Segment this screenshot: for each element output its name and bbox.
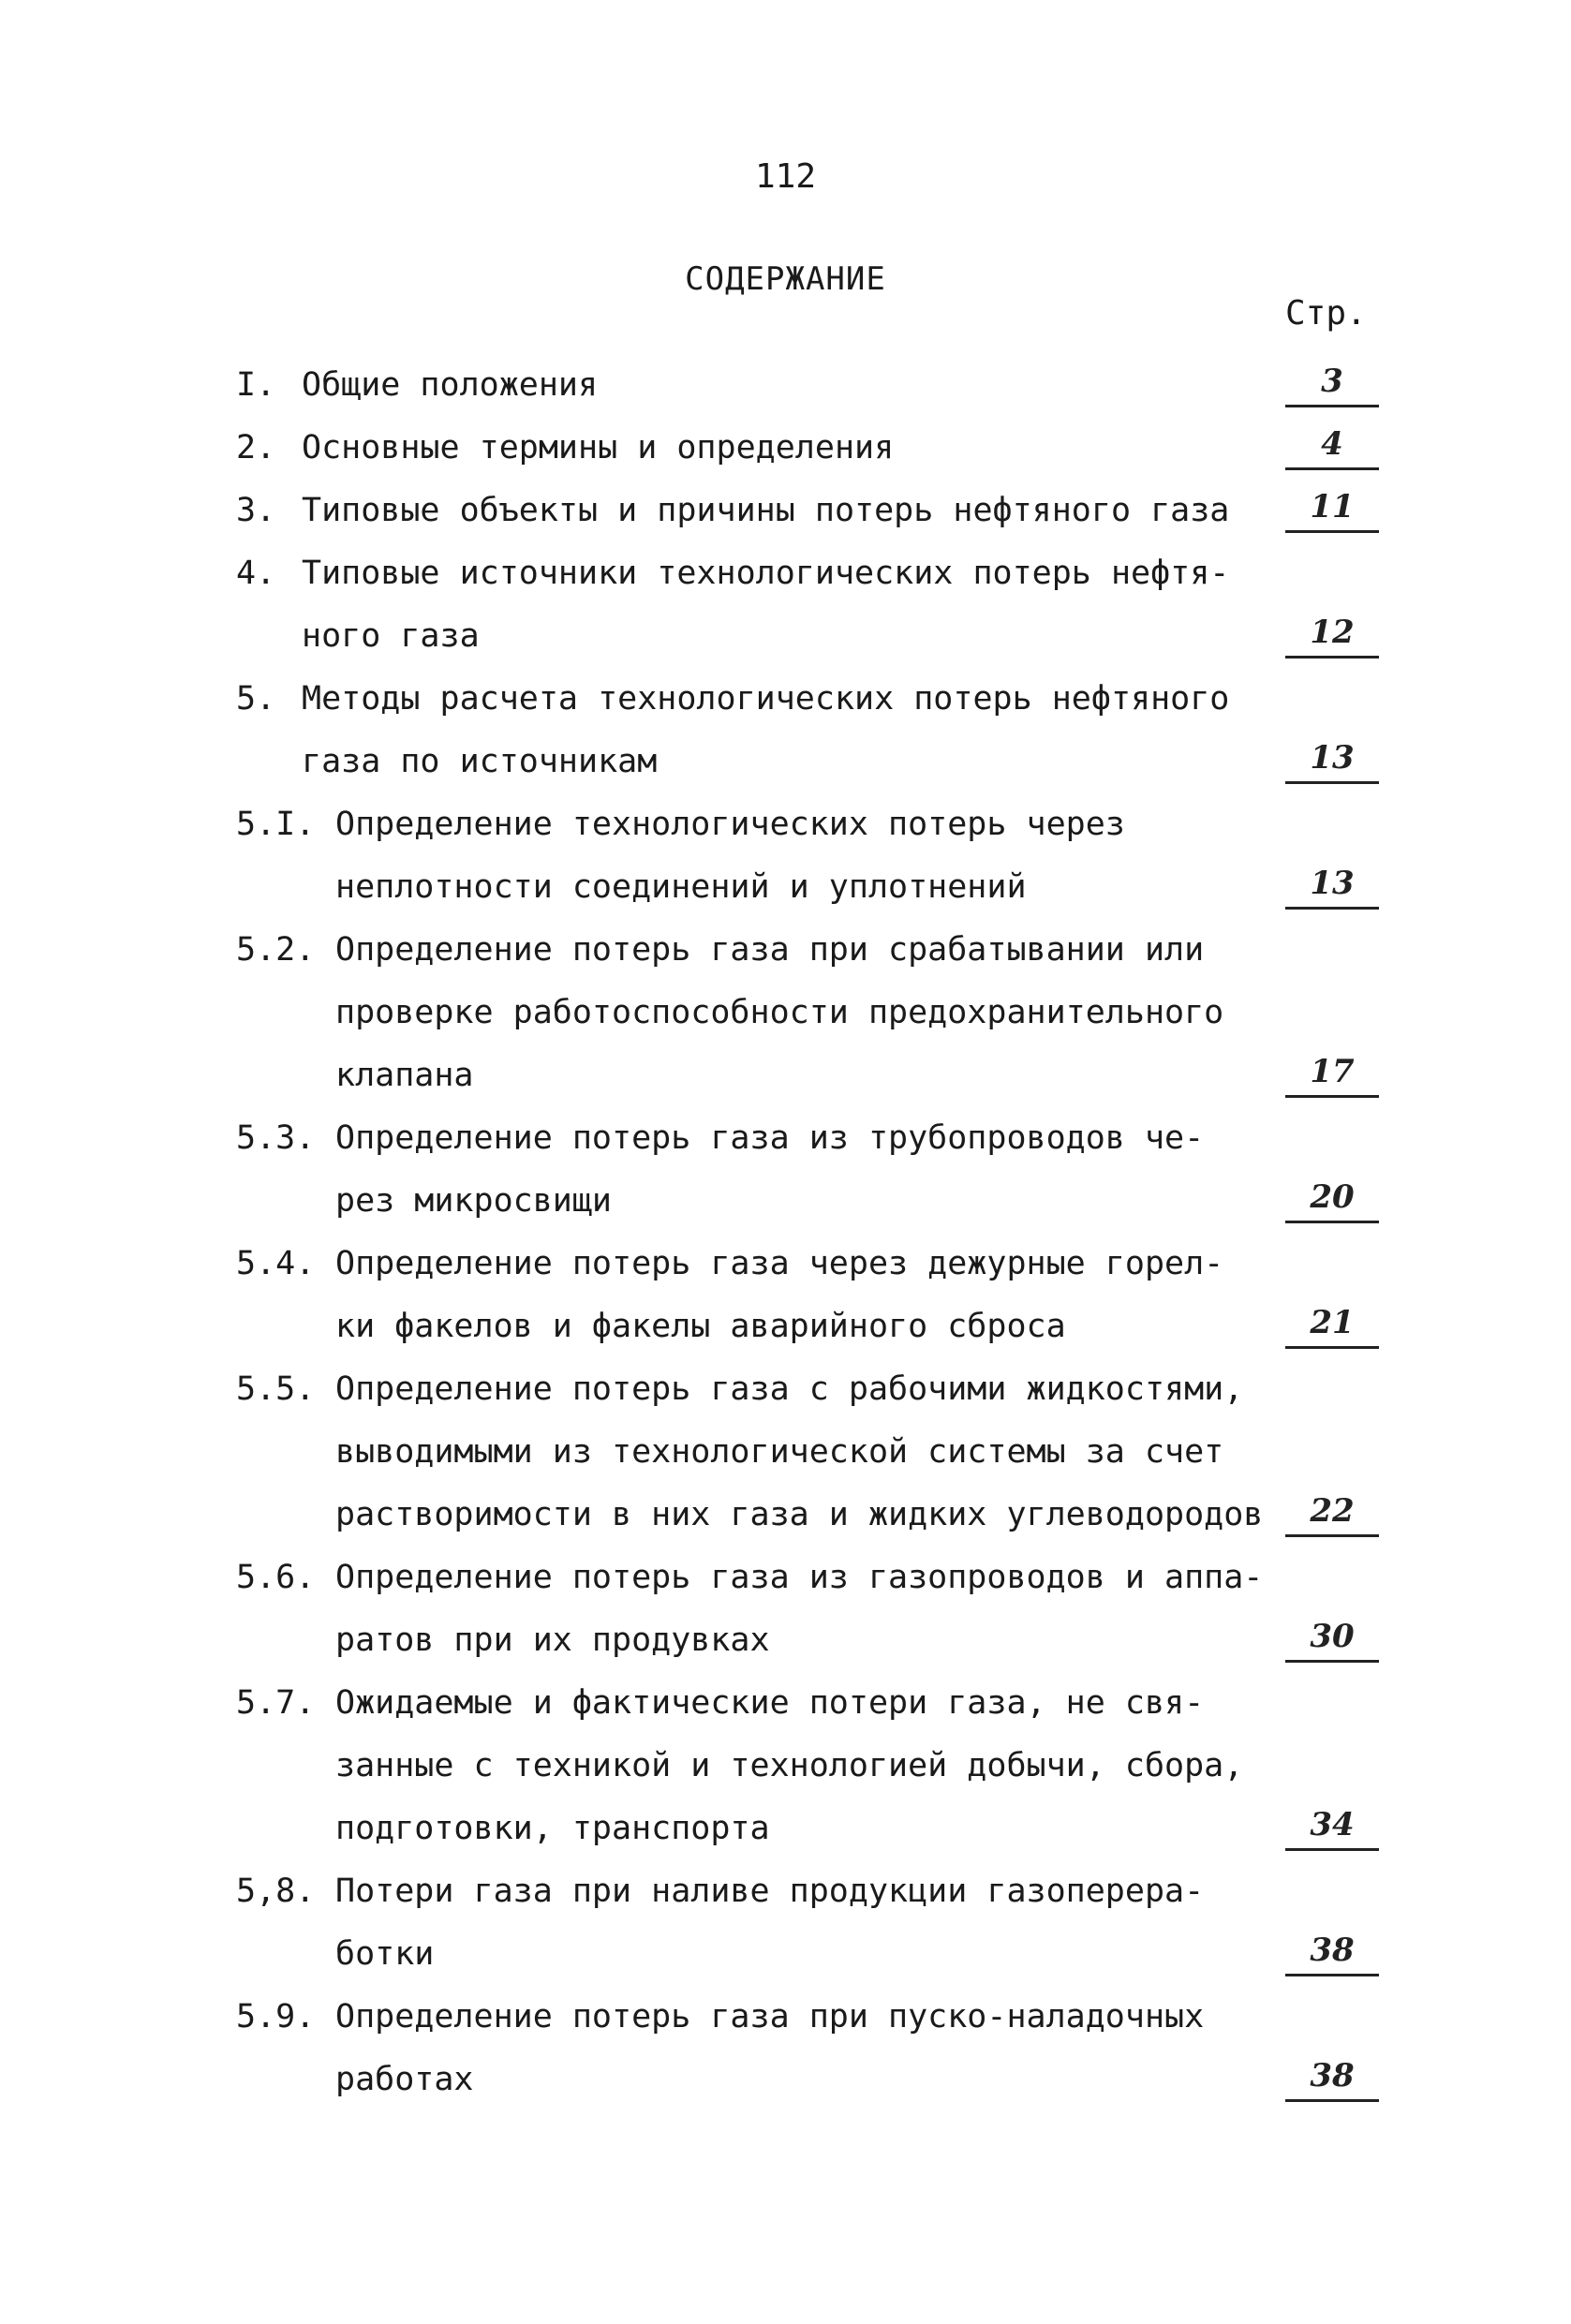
toc-entry-page-ref: 17 <box>1285 1048 1379 1098</box>
page-number: 112 <box>754 157 817 196</box>
toc-entry-title-line: Методы расчета технологических потерь нефтяного <box>302 680 1230 718</box>
toc-entry-title-line: Определение технологических потерь через <box>335 806 1125 843</box>
table-of-contents <box>236 354 1379 2111</box>
toc-entry-page-ref: 22 <box>1285 1488 1379 1537</box>
toc-entry-number: 5.9. <box>236 1998 316 2035</box>
toc-entry-title-line: Определение потерь газа из трубопроводов че- <box>335 1119 1205 1157</box>
toc-entry-title-line: неплотности соединений и уплотнений <box>335 868 1027 906</box>
toc-entry <box>236 417 1379 480</box>
toc-entry-page-ref: 30 <box>1285 1613 1379 1663</box>
toc-entry <box>236 354 1379 417</box>
toc-entry-title-line: ботки <box>335 1935 435 1973</box>
toc-entry <box>236 1547 1379 1672</box>
toc-entry <box>236 1233 1379 1358</box>
toc-entry-number: 5.2. <box>236 931 316 969</box>
toc-entry-page-ref: 13 <box>1285 734 1379 784</box>
toc-entry <box>236 1358 1379 1547</box>
toc-entry-title-line: Общие положения <box>302 366 599 404</box>
toc-entry-title-line: Определение потерь газа при срабатывании или <box>335 931 1205 969</box>
toc-entry <box>236 1672 1379 1860</box>
toc-entry-title-line: Определение потерь газа при пуско-наладочных <box>335 1998 1205 2035</box>
toc-entry <box>236 793 1379 919</box>
toc-entry-number: 5.I. <box>236 806 316 843</box>
toc-entry-number: 3. <box>236 492 276 529</box>
toc-entry-page-ref: 38 <box>1285 2052 1379 2102</box>
toc-entry-title-line: занные с техникой и технологией добычи, сбора, <box>335 1747 1244 1784</box>
toc-entry-number: 5. <box>236 680 276 718</box>
toc-entry-page-ref: 4 <box>1285 421 1379 470</box>
toc-entry-page-ref: 3 <box>1285 358 1379 407</box>
toc-entry-title-line: газа по источникам <box>302 743 658 780</box>
toc-entry-page-ref: 34 <box>1285 1801 1379 1851</box>
toc-entry <box>236 1860 1379 1986</box>
toc-entry-title-line: Потери газа при наливе продукции газоперера- <box>335 1873 1205 1910</box>
toc-entry <box>236 668 1379 793</box>
toc-entry <box>236 919 1379 1107</box>
document-title: СОДЕРЖАНИЕ <box>685 260 886 298</box>
toc-entry <box>236 480 1379 542</box>
toc-entry <box>236 1986 1379 2111</box>
toc-entry-title-line: рез микросвищи <box>335 1182 613 1220</box>
toc-entry-number: 2. <box>236 429 276 466</box>
toc-entry-page-ref: 12 <box>1285 609 1379 659</box>
toc-entry-title-line: Определение потерь газа с рабочими жидкостями, <box>335 1370 1244 1408</box>
toc-entry-title-line: Ожидаемые и фактические потери газа, не свя- <box>335 1684 1205 1722</box>
toc-entry-number: 4. <box>236 555 276 592</box>
toc-entry-title-line: Определение потерь газа через дежурные горел- <box>335 1245 1224 1282</box>
toc-entry-page-ref: 13 <box>1285 860 1379 910</box>
toc-entry-number: 5,8. <box>236 1873 316 1910</box>
toc-entry-title-line: ки факелов и факелы аварийного сброса <box>335 1308 1066 1345</box>
toc-entry-title-line: проверке работоспособности предохранительного <box>335 994 1224 1031</box>
toc-entry-title-line: выводимыми из технологической системы за счет <box>335 1433 1224 1471</box>
toc-entry-title-line: растворимости в них газа и жидких углеводородов <box>335 1496 1264 1533</box>
toc-entry-title-line: Основные термины и определения <box>302 429 895 466</box>
toc-entry-title-line: работах <box>335 2061 474 2098</box>
toc-entry-number: 5.3. <box>236 1119 316 1157</box>
toc-entry-number: I. <box>236 366 276 404</box>
toc-entry-title-line: Определение потерь газа из газопроводов и аппа- <box>335 1559 1264 1596</box>
toc-entry-number: 5.4. <box>236 1245 316 1282</box>
toc-entry <box>236 542 1379 668</box>
toc-entry-number: 5.7. <box>236 1684 316 1722</box>
toc-entry-title-line: клапана <box>335 1057 474 1094</box>
toc-entry-page-ref: 11 <box>1285 483 1379 533</box>
toc-entry-title-line: ратов при их продувках <box>335 1621 770 1659</box>
toc-entry-title-line: Типовые объекты и причины потерь нефтяного газа <box>302 492 1230 529</box>
toc-entry-number: 5.6. <box>236 1559 316 1596</box>
toc-entry-title-line: подготовки, транспорта <box>335 1810 770 1847</box>
toc-entry-title-line: Типовые источники технологических потерь нефтя- <box>302 555 1230 592</box>
toc-entry-page-ref: 38 <box>1285 1927 1379 1976</box>
toc-entry-page-ref: 20 <box>1285 1174 1379 1223</box>
toc-entry-page-ref: 21 <box>1285 1299 1379 1349</box>
toc-entry-title-line: ного газа <box>302 617 480 655</box>
toc-entry-number: 5.5. <box>236 1370 316 1408</box>
page-column-label: Стр. <box>1285 294 1367 333</box>
toc-entry <box>236 1107 1379 1233</box>
